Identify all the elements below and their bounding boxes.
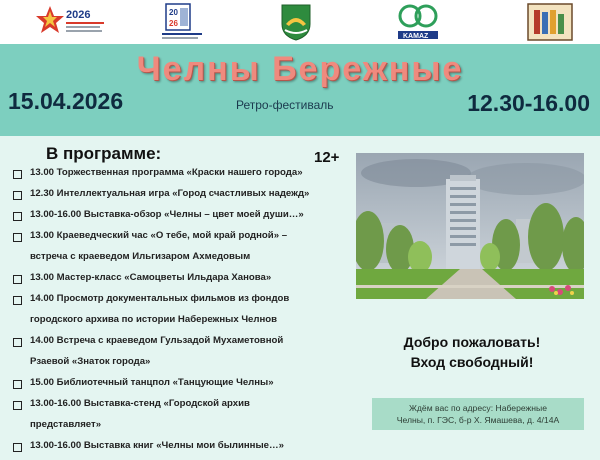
program-heading: В программе: <box>46 144 162 163</box>
logo-strip <box>0 0 600 44</box>
checkbox-bullet-icon <box>13 338 22 347</box>
event-date: 15.04.2026 <box>8 88 124 114</box>
list-item: 14.00 Просмотр документальных фильмов из фондов <box>0 292 356 313</box>
list-item: 13.00-16.00 Выставка-стенд «Городской архив <box>0 397 356 418</box>
library-logo <box>526 2 574 42</box>
star-emblem-logo <box>36 2 106 42</box>
list-item: 13.00 Краеведческий час «О тебе, мой край родной» – <box>0 229 356 250</box>
list-item: 13.00-16.00 Выставка книг «Челны мои былинные…» <box>0 439 356 460</box>
checkbox-bullet-icon <box>13 275 22 284</box>
address-line: Челны, п. ГЭС, б-р Х. Ямашева, д. 4/14А <box>396 415 560 425</box>
list-item: 13.00-16.00 Выставка-обзор «Челны – цвет моей души…» <box>0 208 356 229</box>
free-entry-line: Вход свободный! <box>410 354 534 370</box>
checkbox-bullet-icon <box>13 296 22 305</box>
checkbox-bullet-icon <box>13 191 22 200</box>
list-item-continuation: городского архива по истории Набережных Челнов <box>30 314 278 325</box>
svg-text:20: 20 <box>169 8 178 17</box>
list-item-continuation: представляет» <box>30 419 102 430</box>
event-time: 12.30-16.00 <box>467 90 590 116</box>
program-list <box>0 166 356 460</box>
kamaz-50-logo <box>396 2 440 42</box>
list-item: 15.00 Библиотечный танцпол «Танцующие Челны» <box>0 376 356 397</box>
svg-text:26: 26 <box>169 19 178 28</box>
list-item-continuation: Рзаевой «Знаток города» <box>30 356 151 367</box>
event-subtitle: Ретро-фестиваль <box>236 98 334 112</box>
list-item: 13.00 Торжественная программа «Краски нашего города» <box>0 166 356 187</box>
age-rating: 12+ <box>314 149 340 166</box>
event-title: Челны Бережные <box>136 50 464 88</box>
list-item: 12.30 Интеллектуальная игра «Город счастливых надежд» <box>0 187 356 208</box>
checkbox-bullet-icon <box>13 170 22 179</box>
list-item: 14.00 Встреча с краеведом Гульзадой Мухаметовной <box>0 334 356 355</box>
kamaz-label: KAMAZ <box>403 33 429 40</box>
checkbox-bullet-icon <box>13 212 22 221</box>
checkbox-bullet-icon <box>13 233 22 242</box>
city-photo <box>356 153 584 299</box>
welcome-message <box>356 332 588 372</box>
list-item: 13.00 Мастер-класс «Самоцветы Ильдара Ханова» <box>0 271 356 292</box>
checkbox-bullet-icon <box>13 380 22 389</box>
list-item-continuation: встреча с краеведом Ильгизаром Ахмедовым <box>30 251 251 262</box>
checkbox-bullet-icon <box>13 401 22 410</box>
address-box <box>372 398 584 430</box>
naberezhnye-chelny-crest-logo <box>279 2 313 42</box>
welcome-line: Добро пожаловать! <box>403 334 541 350</box>
checkbox-bullet-icon <box>13 443 22 452</box>
year-number: 2026 <box>66 9 91 21</box>
address-line: Ждём вас по адресу: Набережные <box>408 403 547 413</box>
unity-year-logo <box>160 2 206 42</box>
